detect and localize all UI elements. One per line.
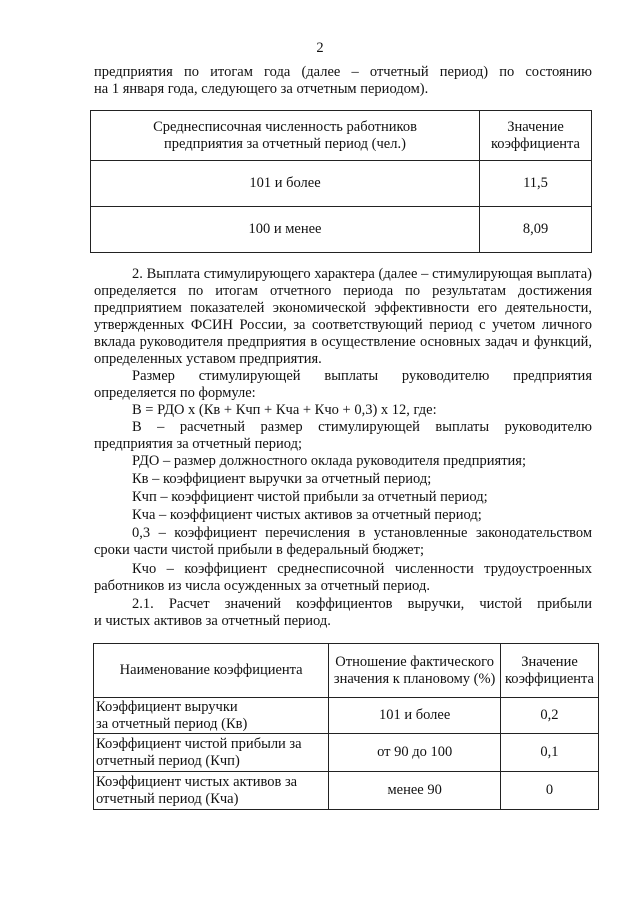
cell-text: Коэффициент выручки bbox=[96, 698, 238, 715]
formula bbox=[94, 402, 592, 419]
table-row bbox=[91, 207, 592, 253]
header-text: значения к плановому (%) bbox=[333, 670, 496, 687]
text-line: работников из числа осужденных за отчетный период. bbox=[94, 578, 430, 594]
table-cell: 100 и менее bbox=[91, 207, 480, 253]
coefficients-table bbox=[93, 643, 599, 810]
text-line: предприятием показателей экономической эффективности его деятельности, bbox=[94, 300, 592, 316]
value-cell: 0,1 bbox=[500, 734, 598, 772]
text-line: предприятия за отчетный период; bbox=[94, 436, 303, 452]
text-line: Кчп – коэффициент чистой прибыли за отчетный период; bbox=[132, 489, 488, 505]
definition-kcha bbox=[94, 507, 592, 524]
cell-text: Коэффициент чистых активов за bbox=[96, 773, 298, 790]
table-header-row bbox=[91, 111, 592, 161]
cell-text: отчетный период (Кча) bbox=[96, 790, 239, 807]
header-cell bbox=[329, 644, 501, 698]
text-line: определенных уставом предприятия. bbox=[94, 351, 322, 367]
table-cell: 8,09 bbox=[480, 207, 592, 253]
text-line: утвержденных ФСИН России, за соответствующий период с учетом личного bbox=[94, 317, 592, 333]
table-row bbox=[94, 734, 599, 772]
definition-kcho bbox=[94, 561, 592, 595]
definition-03 bbox=[94, 525, 592, 559]
text-line: предприятия по итогам года (далее – отчетный период) по состоянию bbox=[94, 64, 592, 80]
header-text: Значение bbox=[521, 653, 578, 670]
text-line: Кчо – коэффициент среднесписочной численности трудоустроенных bbox=[132, 561, 592, 577]
text-line: Кв – коэффициент выручки за отчетный период; bbox=[132, 471, 432, 487]
header-text: Значение bbox=[507, 118, 564, 135]
text-line: 0,3 – коэффициент перечисления в установленные законодательством bbox=[132, 525, 592, 541]
table-cell: 101 и более bbox=[91, 161, 480, 207]
header-text: Среднесписочная численность работников bbox=[153, 118, 417, 135]
definition-rdo bbox=[94, 453, 592, 470]
coefficient-name-cell bbox=[94, 734, 329, 772]
text-line: и чистых активов за отчетный период. bbox=[94, 613, 331, 629]
coefficient-name-cell bbox=[94, 772, 329, 810]
text-line: определяется по итогам отчетного периода по результатам достижения bbox=[94, 283, 592, 299]
header-text: предприятия за отчетный период (чел.) bbox=[164, 135, 406, 152]
header-cell: Наименование коэффициента bbox=[94, 644, 329, 698]
header-text: коэффициента bbox=[490, 135, 580, 152]
ratio-cell: 101 и более bbox=[329, 698, 501, 734]
value-cell: 0,2 bbox=[500, 698, 598, 734]
definition-kchp bbox=[94, 489, 592, 506]
text-line: определяется по формуле: bbox=[94, 385, 256, 401]
header-cell bbox=[480, 111, 592, 161]
text-line: 2. Выплата стимулирующего характера (далее – стимулирующая выплата) bbox=[132, 266, 592, 282]
text-line: В = РДО х (Кв + Кчп + Кча + Кчо + 0,3) х 12, где: bbox=[132, 402, 437, 418]
employee-count-table bbox=[90, 110, 592, 253]
table-row bbox=[94, 772, 599, 810]
header-text: Отношение фактического bbox=[335, 653, 494, 670]
text-line: вклада руководителя предприятия в осуществление основных задач и функций, bbox=[94, 334, 592, 350]
text-line: 2.1. Расчет значений коэффициентов выручки, чистой прибыли bbox=[132, 596, 592, 612]
cell-text: Коэффициент чистой прибыли за bbox=[96, 735, 302, 752]
value-cell: 0 bbox=[500, 772, 598, 810]
page-number: 2 bbox=[316, 40, 324, 56]
ratio-cell: менее 90 bbox=[329, 772, 501, 810]
ratio-cell: от 90 до 100 bbox=[329, 734, 501, 772]
text-line: Размер стимулирующей выплаты руководителю предприятия bbox=[132, 368, 592, 384]
text-line: Кча – коэффициент чистых активов за отчетный период; bbox=[132, 507, 482, 523]
text-line: В – расчетный размер стимулирующей выплаты руководителю bbox=[132, 419, 592, 435]
coefficient-name-cell bbox=[94, 698, 329, 734]
section-2-paragraph bbox=[94, 266, 592, 368]
definition-b bbox=[94, 419, 592, 453]
intro-paragraph bbox=[94, 64, 592, 98]
text-line: сроки части чистой прибыли в федеральный бюджет; bbox=[94, 542, 424, 558]
section-2-1-paragraph bbox=[94, 596, 592, 630]
table-header-row bbox=[94, 644, 599, 698]
table-row bbox=[91, 161, 592, 207]
text-line: РДО – размер должностного оклада руководителя предприятия; bbox=[132, 453, 526, 469]
cell-text: отчетный период (Кчп) bbox=[96, 752, 240, 769]
cell-text: за отчетный период (Кв) bbox=[96, 715, 248, 732]
header-text: коэффициента bbox=[504, 670, 594, 687]
table-cell: 11,5 bbox=[480, 161, 592, 207]
table-row bbox=[94, 698, 599, 734]
header-cell bbox=[91, 111, 480, 161]
text-line: на 1 января года, следующего за отчетным периодом). bbox=[94, 81, 429, 97]
header-cell bbox=[500, 644, 598, 698]
definition-kv bbox=[94, 471, 592, 488]
size-paragraph bbox=[94, 368, 592, 402]
